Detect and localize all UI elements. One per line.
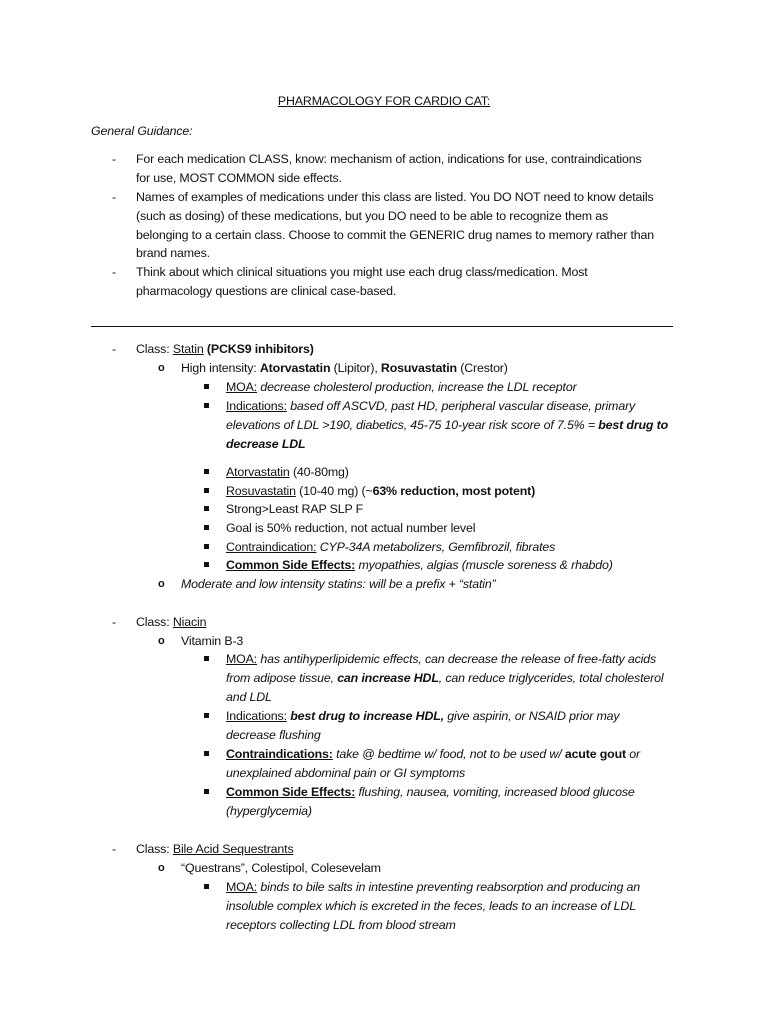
niacin-indications [226,707,686,745]
square-bullet [204,751,209,756]
class-name: Statin [172,342,204,356]
bullet-dash: - [112,265,116,279]
general-guidance-heading: General Guidance: [91,124,193,138]
brand-name: (Crestor) [460,361,508,375]
moa-text: receptors collecting LDL from blood stream [226,917,456,932]
section-divider [91,326,673,327]
moa-label: MOA: [226,380,258,394]
square-bullet [204,656,209,661]
dose: (40-80mg) [292,465,349,479]
indications-text: give aspirin, or NSAID prior may [447,709,620,723]
square-bullet [204,789,209,794]
note-text: Moderate and low intensity statins: will be a prefix + “statin” [181,577,496,591]
bullet-dash: - [112,842,116,856]
moa-text: from adipose tissue, [226,670,334,685]
contraindications-text: unexplained abdominal pain or GI symptoms [226,765,466,780]
bullet-circle: o [158,862,165,874]
moa-text: decrease cholesterol production, increase the LDL receptor [260,380,577,394]
indications-emphasis: decrease LDL [226,436,306,451]
guidance-bullet-1 [136,150,696,188]
square-bullet [204,713,209,718]
niacin-contraindications [226,745,686,783]
indications-text: elevations of LDL >190, diabetics, 45-75 10-year risk score of 7.5% = [226,417,595,432]
square-bullet [204,506,209,511]
square-bullet [204,384,209,389]
statin-moderate-note [181,575,681,594]
bullet-dash: - [112,190,116,204]
moa-text: has antihyperlipidemic effects, can decrease the release of free-fatty acids [260,652,657,666]
statin-moa [226,378,686,397]
drug-name: Rosuvastatin [380,361,457,375]
bile-examples: “Questrans”, Colestipol, Colesevelam [181,861,381,875]
guidance-line: belonging to a certain class. Choose to commit the GENERIC drug names to memory rather than [136,227,655,242]
drug-name: Atorvastatin [226,465,290,479]
class-bile-acid-heading [136,840,696,859]
square-bullet [204,525,209,530]
statin-strength-order: Strong>Least RAP SLP F [226,502,364,516]
side-effects-text: flushing, nausea, vomiting, increased blood glucose [358,785,635,799]
square-bullet [204,544,209,549]
guidance-line: pharmacology questions are clinical case-based. [136,283,397,298]
statin-indications [226,397,686,453]
guidance-line: (such as dosing) of these medications, but you DO need to be able to recognize them as [136,208,608,223]
moa-label: MOA: [226,652,258,666]
square-bullet [204,469,209,474]
guidance-bullet-3 [136,263,696,301]
guidance-line: brand names. [136,246,210,261]
moa-text: insoluble complex which is excreted in the feces, leads to an increase of LDL [226,898,636,913]
moa-text: and LDL [226,689,272,704]
contraindication-text: CYP-34A metabolizers, Gemfibrozil, fibrates [319,540,556,554]
contraindications-label: Contraindications: [226,747,333,761]
class-name: Niacin [172,615,207,629]
bile-moa [226,878,686,934]
niacin-side-effects [226,783,686,821]
statin-high-intensity [181,359,681,378]
drug-name: Rosuvastatin [226,484,296,498]
guidance-bullet-2 [136,188,696,263]
class-statin-heading [136,340,696,359]
bullet-circle: o [158,578,165,590]
statin-atorvastatin-dose [226,463,686,482]
side-effects-text: myopathies, algias (muscle soreness & rhabdo) [358,558,613,572]
bullet-circle: o [158,635,165,647]
class-niacin-heading [136,613,696,632]
moa-text: binds to bile salts in intestine preventing reabsorption and producing an [260,880,640,894]
square-bullet [204,884,209,889]
statin-side-effects [226,556,686,575]
bullet-circle: o [158,362,165,374]
brand-name: (Lipitor), [333,361,378,375]
niacin-vitamin: Vitamin B-3 [181,634,244,648]
side-effects-text: (hyperglycemia) [226,803,312,818]
contraindication-label: Contraindication: [226,540,317,554]
indications-text: decrease flushing [226,727,321,742]
guidance-line: Think about which clinical situations you might use each drug class/medication. Most [136,265,588,279]
guidance-line: for use, MOST COMMON side effects. [136,170,342,185]
square-bullet [204,403,209,408]
statin-contraindication [226,538,686,557]
dose-emphasis: 63% reduction, most potent) [372,484,536,498]
class-note: (PCKS9 inhibitors) [206,342,314,356]
statin-goal: Goal is 50% reduction, not actual number level [226,521,476,535]
indications-emphasis: best drug to increase HDL, [290,709,444,723]
bullet-dash: - [112,615,116,629]
class-label: Class: [136,842,170,856]
moa-emphasis: can increase HDL [337,670,439,685]
class-label: Class: [136,615,170,629]
contraindications-emphasis: acute gout [564,747,626,761]
bullet-dash: - [112,152,116,166]
square-bullet [204,562,209,567]
square-bullet [204,488,209,493]
side-effects-label: Common Side Effects: [226,785,356,799]
indications-emphasis: best drug to [598,417,669,432]
contraindications-text: take @ bedtime w/ food, not to be used w/ [336,747,562,761]
side-effects-label: Common Side Effects: [226,558,356,572]
contraindications-text: or [629,747,640,761]
bullet-dash: - [112,342,116,356]
dose: (10-40 mg) (~ [299,484,373,498]
statin-rosuvastatin-dose [226,482,686,501]
niacin-moa [226,650,686,706]
page-title: PHARMACOLOGY FOR CARDIO CAT: [277,94,491,108]
indications-label: Indications: [226,709,287,723]
indications-text: based off ASCVD, past HD, peripheral vascular disease, primary [290,399,636,413]
label: High intensity: [181,361,257,375]
class-label: Class: [136,342,170,356]
drug-name: Atorvastatin [259,361,331,375]
class-name: Bile Acid Sequestrants [172,842,294,856]
guidance-line: Names of examples of medications under this class are listed. You DO NOT need to know details [136,190,654,204]
guidance-line: For each medication CLASS, know: mechanism of action, indications for use, contraindications [136,152,642,166]
moa-text: , can reduce triglycerides, total cholesterol [438,670,664,685]
moa-label: MOA: [226,880,258,894]
indications-label: Indications: [226,399,287,413]
